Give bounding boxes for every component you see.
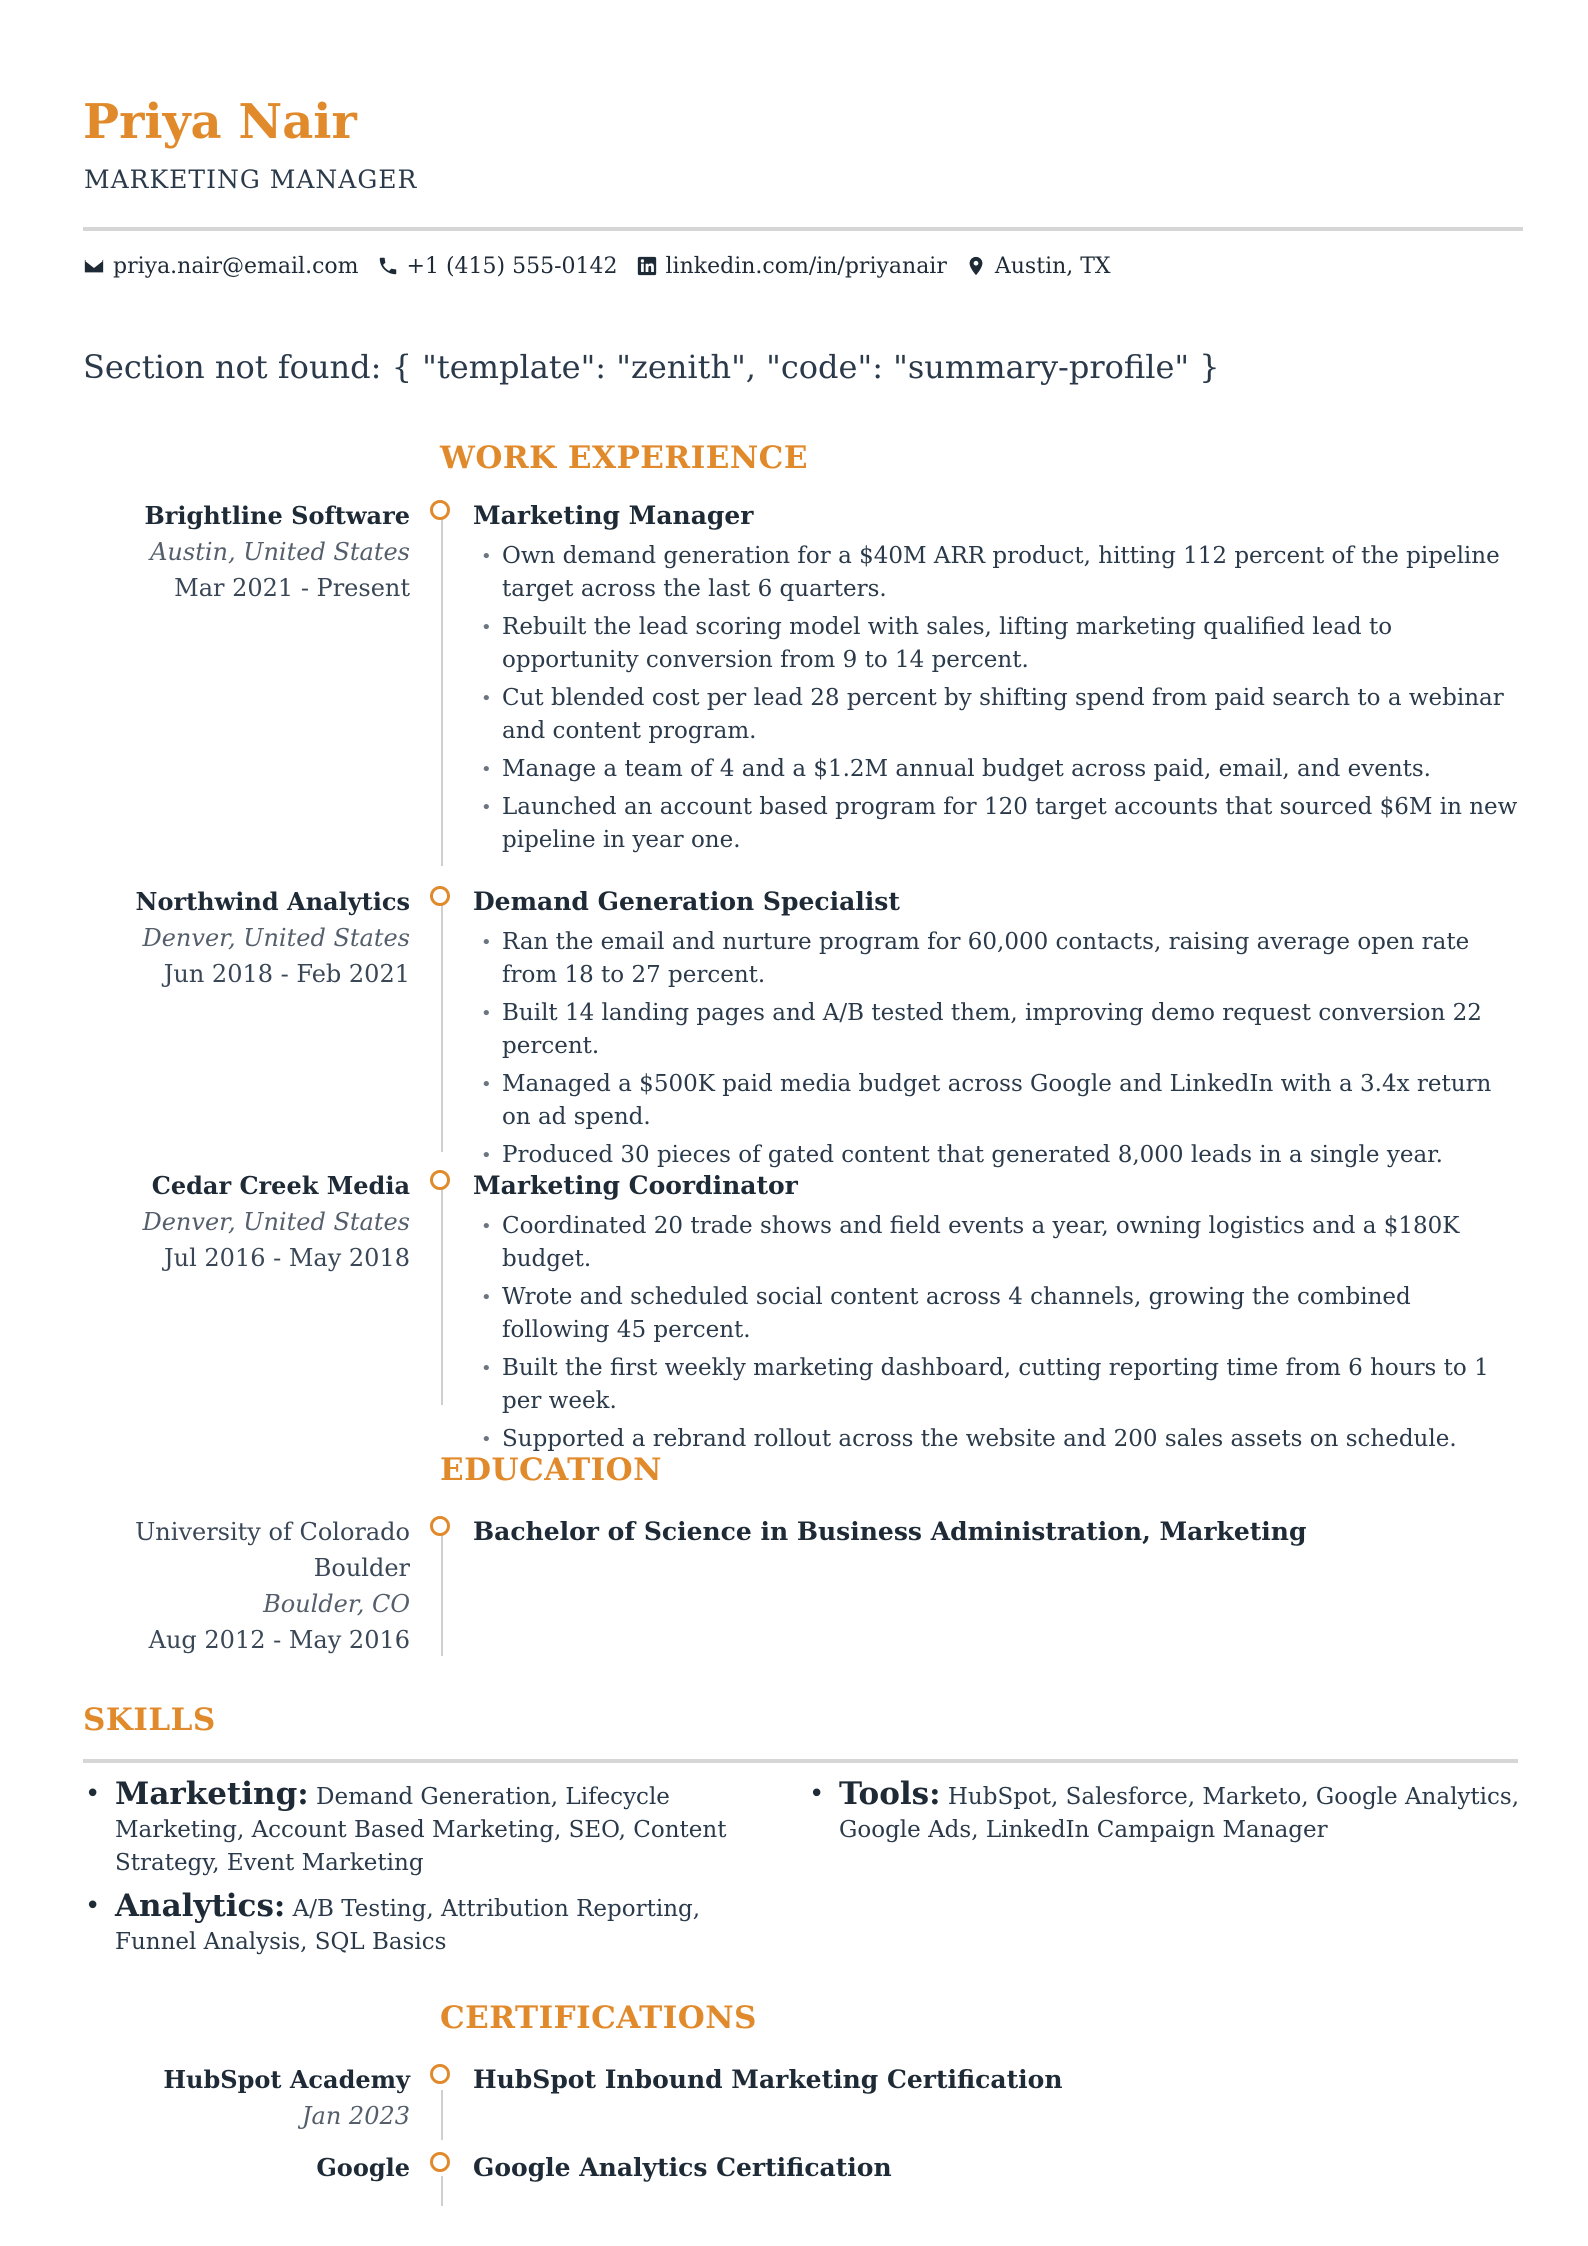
map-pin-icon bbox=[965, 255, 987, 277]
skill-group bbox=[85, 1888, 755, 1959]
job-dates: Jun 2018 - Feb 2021 bbox=[163, 960, 410, 988]
bullet: • bbox=[809, 1779, 825, 1809]
skill-label: Marketing: bbox=[115, 1776, 309, 1812]
skills-divider bbox=[83, 1759, 1518, 1763]
education-details bbox=[473, 1514, 1523, 1550]
timeline-line bbox=[441, 510, 443, 866]
list-item: • Coordinated 20 trade shows and field events a year, owning logistics and a $180K budget. bbox=[473, 1210, 1523, 1276]
linkedin-icon bbox=[636, 255, 658, 277]
skill-group bbox=[809, 1776, 1524, 1847]
list-item: • Manage a team of 4 and a $1.2M annual budget across paid, email, and events. bbox=[473, 753, 1523, 786]
timeline-dot bbox=[430, 1516, 450, 1536]
job-details bbox=[473, 1168, 1523, 1461]
education-heading: EDUCATION bbox=[440, 1452, 662, 1488]
contact-phone[interactable] bbox=[377, 254, 618, 279]
timeline-line bbox=[441, 1180, 443, 1405]
phone-icon bbox=[377, 255, 399, 277]
candidate-role: MARKETING MANAGER bbox=[84, 165, 418, 194]
list-item: • Launched an account based program for 120 target accounts that sourced $6M in new pipeline in year one. bbox=[473, 791, 1523, 857]
certification-date: Jan 2023 bbox=[301, 2102, 410, 2130]
job-location: Denver, United States bbox=[142, 1208, 410, 1236]
job-meta bbox=[90, 498, 410, 606]
job-meta bbox=[90, 1168, 410, 1276]
certification-issuer: HubSpot Academy bbox=[163, 2065, 410, 2094]
list-item: • Managed a $500K paid media budget across Google and LinkedIn with a 3.4x return on ad spend. bbox=[473, 1068, 1523, 1134]
education-meta bbox=[90, 1514, 410, 1658]
list-item: • Ran the email and nurture program for 60,000 contacts, raising average open rate from 18 to 27 percent. bbox=[473, 926, 1523, 992]
skill-group bbox=[85, 1776, 755, 1880]
certification-issuer: Google bbox=[316, 2153, 410, 2182]
job-bullets bbox=[473, 540, 1523, 857]
skill-label: Analytics: bbox=[115, 1888, 286, 1924]
phone-text: +1 (415) 555-0142 bbox=[406, 253, 618, 279]
job-dates: Jul 2016 - May 2018 bbox=[164, 1244, 410, 1272]
school-name-continued: Boulder bbox=[313, 1554, 410, 1582]
skill-items: A/B Testing, Attribution Reporting, Funnel Analysis, SQL Basics bbox=[115, 1896, 701, 1955]
timeline-dot bbox=[430, 2064, 450, 2084]
linkedin-text: linkedin.com/in/priyanair bbox=[665, 253, 947, 279]
job-details bbox=[473, 884, 1523, 1177]
certification-name: Google Analytics Certification bbox=[473, 2153, 892, 2182]
contact-location bbox=[965, 254, 1111, 279]
education-dates: Aug 2012 - May 2016 bbox=[148, 1626, 410, 1654]
timeline-dot bbox=[430, 886, 450, 906]
certification-details bbox=[473, 2062, 1523, 2098]
skill-items: Demand Generation, Lifecycle Marketing, Account Based Marketing, SEO, Content Strategy, Event Marketing bbox=[115, 1784, 727, 1876]
company-name: Brightline Software bbox=[144, 501, 410, 530]
school-name: University of Colorado bbox=[135, 1518, 410, 1546]
summary-missing-notice: Section not found: { "template": "zenith", "code": "summary-profile" } bbox=[83, 348, 1220, 386]
location-text: Austin, TX bbox=[994, 253, 1111, 279]
skill-items: HubSpot, Salesforce, Marketo, Google Analytics, Google Ads, LinkedIn Campaign Manager bbox=[839, 1784, 1520, 1843]
list-item: • Built 14 landing pages and A/B tested them, improving demo request conversion 22 percent. bbox=[473, 997, 1523, 1063]
candidate-name: Priya Nair bbox=[83, 94, 357, 150]
list-item: • Cut blended cost per lead 28 percent by shifting spend from paid search to a webinar and content program. bbox=[473, 682, 1523, 748]
school-location: Boulder, CO bbox=[263, 1590, 410, 1618]
certifications-heading: CERTIFICATIONS bbox=[440, 2000, 757, 2036]
company-name: Cedar Creek Media bbox=[151, 1171, 410, 1200]
certification-meta bbox=[90, 2150, 410, 2186]
job-title: Marketing Coordinator bbox=[473, 1171, 798, 1200]
timeline-dot bbox=[430, 2152, 450, 2172]
skills-heading: SKILLS bbox=[83, 1702, 216, 1738]
contact-email[interactable] bbox=[83, 254, 359, 279]
bullet: • bbox=[85, 1779, 101, 1809]
job-bullets bbox=[473, 926, 1523, 1172]
timeline-dot bbox=[430, 1170, 450, 1190]
company-name: Northwind Analytics bbox=[135, 887, 410, 916]
bullet: • bbox=[85, 1891, 101, 1921]
certification-details bbox=[473, 2150, 1523, 2186]
job-dates: Mar 2021 - Present bbox=[174, 574, 410, 602]
job-location: Austin, United States bbox=[150, 538, 410, 566]
contact-linkedin[interactable] bbox=[636, 254, 947, 279]
list-item: • Built the first weekly marketing dashboard, cutting reporting time from 6 hours to 1 per week. bbox=[473, 1352, 1523, 1418]
timeline-line bbox=[441, 2176, 443, 2206]
certification-name: HubSpot Inbound Marketing Certification bbox=[473, 2065, 1063, 2094]
job-meta bbox=[90, 884, 410, 992]
list-item: • Wrote and scheduled social content across 4 channels, growing the combined following 45 percent. bbox=[473, 1281, 1523, 1347]
job-details bbox=[473, 498, 1523, 862]
job-title: Marketing Manager bbox=[473, 501, 754, 530]
certification-meta bbox=[90, 2062, 410, 2134]
timeline-line bbox=[441, 896, 443, 1152]
job-title: Demand Generation Specialist bbox=[473, 887, 900, 916]
email-text: priya.nair@email.com bbox=[113, 253, 359, 279]
work-experience-heading: WORK EXPERIENCE bbox=[440, 440, 808, 476]
job-location: Denver, United States bbox=[142, 924, 410, 952]
list-item: • Rebuilt the lead scoring model with sales, lifting marketing qualified lead to opportunity conversion from 9 to 14 percent. bbox=[473, 611, 1523, 677]
contact-bar bbox=[83, 250, 1129, 282]
timeline-line bbox=[441, 2090, 443, 2140]
timeline-line bbox=[441, 1532, 443, 1656]
list-item: • Produced 30 pieces of gated content that generated 8,000 leads in a single year. bbox=[473, 1139, 1523, 1172]
job-bullets bbox=[473, 1210, 1523, 1456]
list-item: • Supported a rebrand rollout across the website and 200 sales assets on schedule. bbox=[473, 1423, 1523, 1456]
header-divider bbox=[83, 227, 1523, 231]
timeline-dot bbox=[430, 500, 450, 520]
skill-label: Tools: bbox=[839, 1776, 941, 1812]
degree-title: Bachelor of Science in Business Administration, Marketing bbox=[473, 1517, 1307, 1546]
list-item: • Own demand generation for a $40M ARR product, hitting 112 percent of the pipeline target across the last 6 quarters. bbox=[473, 540, 1523, 606]
envelope-icon bbox=[83, 255, 105, 277]
